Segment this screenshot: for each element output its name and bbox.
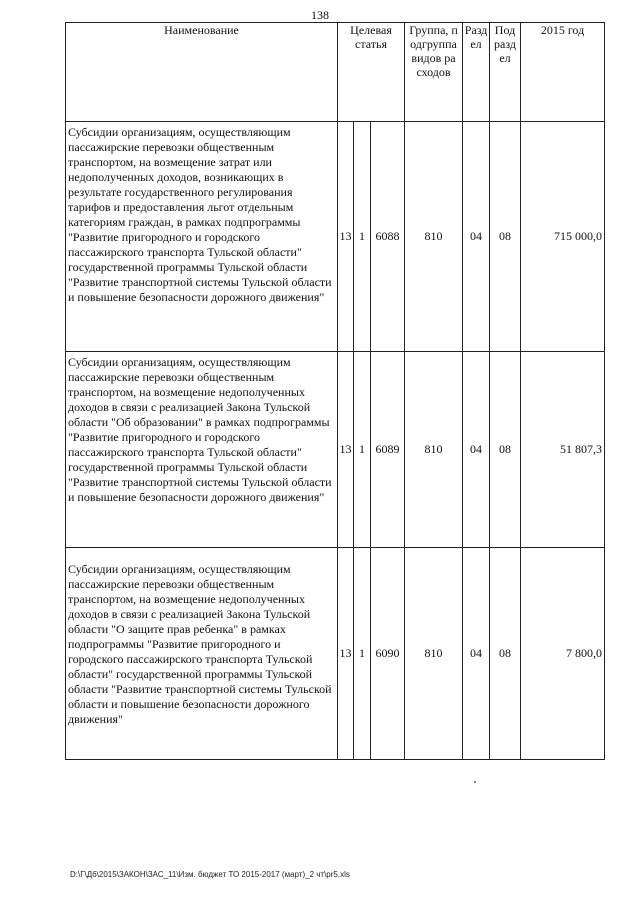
row-description: Субсидии организациям, осуществляющим пассажирские перевозки общественным транспортом, на возмещение недополученных доходов в связи с реализацией Закона Тульской области "О защите прав ребенка" в рамках подпрограммы "Развитие пригородного и городского пассажирского транспорта Тульской области" государственной программы Тульской области "Развитие транспортной системы Тульской области и повышение безопасности дорожного движения" — [66, 548, 338, 760]
header-row — [66, 23, 605, 122]
row-program: 13 — [338, 352, 354, 548]
header-section: Раздел — [463, 23, 490, 122]
row-code: 6090 — [371, 548, 405, 760]
row-amount: 7 800,0 — [521, 548, 605, 760]
row-program: 13 — [338, 548, 354, 760]
row-subprogram: 1 — [354, 548, 371, 760]
row-description: Субсидии организациям, осуществляющим пассажирские перевозки общественным транспортом, на возмещение затрат или недополученных доходов, возникающих в результате государственного регулирования тарифов и предоставления льгот отдельным категориям граждан, в рамках подпрограммы "Развитие пригородного и городского пассажирского транспорта Тульской области" государственной программы Тульской области "Развитие транспортной системы Тульской области и повышение безопасности дорожного движения" — [66, 122, 338, 352]
row-section: 04 — [463, 548, 490, 760]
row-code: 6088 — [371, 122, 405, 352]
row-subsection: 08 — [490, 122, 521, 352]
header-target-article: Целевая статья — [338, 23, 405, 122]
row-subprogram: 1 — [354, 352, 371, 548]
table-row — [66, 548, 605, 760]
row-description: Субсидии организациям, осуществляющим пассажирские перевозки общественным транспортом, на возмещение недополученных доходов в связи с реализацией Закона Тульской области "Об образовании" в рамках подпрограммы "Развитие пригородного и городского пассажирского транспорта Тульской области" государственной программы Тульской области "Развитие транспортной системы Тульской области и повышение безопасности дорожного движения" — [66, 352, 338, 548]
row-group: 810 — [405, 548, 463, 760]
row-subprogram: 1 — [354, 122, 371, 352]
header-subsection: Подраздел — [490, 23, 521, 122]
budget-table — [65, 22, 605, 760]
row-amount: 51 807,3 — [521, 352, 605, 548]
page-number: 138 — [311, 8, 329, 22]
row-amount: 715 000,0 — [521, 122, 605, 352]
row-subsection: 08 — [490, 548, 521, 760]
header-year: 2015 год — [521, 23, 605, 122]
row-section: 04 — [463, 352, 490, 548]
row-subsection: 08 — [490, 352, 521, 548]
footer-file-path: D:\Г\Д6\2015\ЗАКОН\ЗАС_11\Изм. бюджет ТО 2015-2017 (март)_2 чт\pr5.xls — [70, 870, 350, 879]
row-code: 6089 — [371, 352, 405, 548]
header-expense-group: Группа, подгруппа видов расходов — [405, 23, 463, 122]
row-program: 13 — [338, 122, 354, 352]
table-row — [66, 352, 605, 548]
row-group: 810 — [405, 122, 463, 352]
header-name: Наименование — [66, 23, 338, 122]
row-section: 04 — [463, 122, 490, 352]
table-row — [66, 122, 605, 352]
scan-speck — [474, 781, 476, 783]
row-group: 810 — [405, 352, 463, 548]
